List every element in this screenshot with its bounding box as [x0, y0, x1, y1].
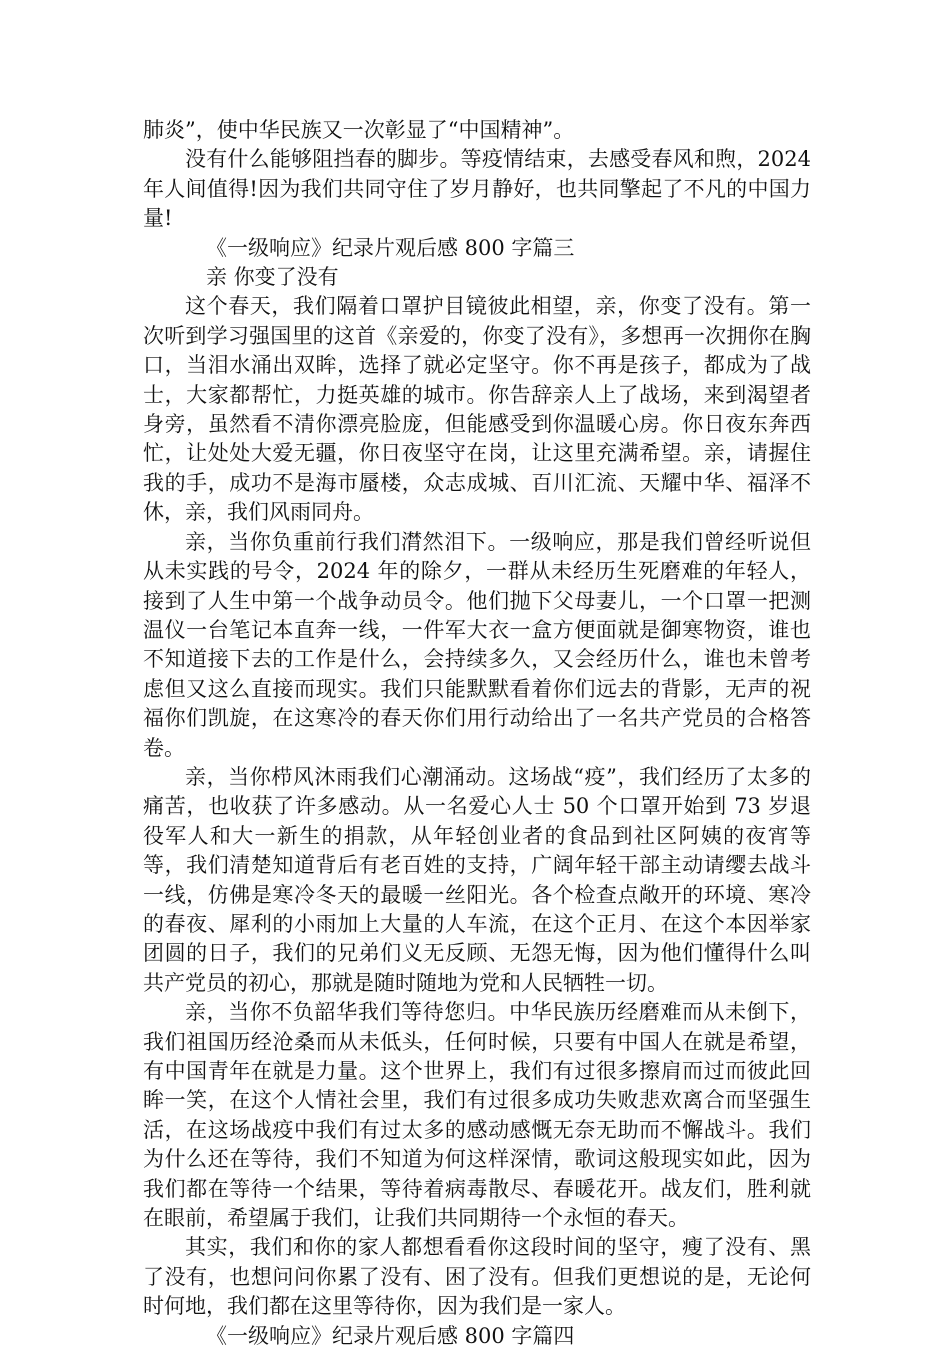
section-heading-part-four: 《一级响应》纪录片观后感 800 字篇四	[206, 1323, 575, 1348]
paragraph-this-spring: 这个春天，我们隔着口罩护目镜彼此相望，亲，你变了没有。第一次听到学习强国里的这首《亲爱的，你变了没有》，多想再一次拥你在胸口，当泪水涌出双眸，选择了就必定坚守。你不再是孩子，都成为了战士，大家都帮忙，力挺英雄的城市。你告辞亲人上了战场，来到渴望者身旁，虽然看不清你漂亮脸庞，但能感受到你温暖心房。你日夜东奔西忙，让处处大爱无疆，你日夜坚守在岗，让这里充满希望。亲，请握住我的手，成功不是海市蜃楼，众志成城、百川汇流、天耀中华、福泽不休，亲，我们风雨同舟。	[143, 294, 811, 525]
document-body	[143, 116, 811, 1351]
paragraph-spring-hope: 没有什么能够阻挡春的脚步。等疫情结束，去感受春风和煦，2024 年人间值得!因为我们共同守住了岁月静好，也共同擎起了不凡的中国力量!	[143, 147, 811, 231]
paragraph-heavy-burden: 亲，当你负重前行我们潸然泪下。一级响应，那是我们曾经听说但从未实践的号令，2024 年的除夕，一群从未经历生死磨难的年轻人，接到了人生中第一个战争动员令。他们抛下父母妻儿，一个口罩一把测温仪一台笔记本直奔一线，一件军大衣一盒方便面就是御寒物资，谁也不知道接下去的工作是什么，会持续多久，又会经历什么，谁也未曾考虑但又这么直接而现实。我们只能默默看着你们远去的背影，无声的祝福你们凯旋，在这寒冷的春天你们用行动给出了一名共产党员的合格答卷。	[143, 529, 811, 760]
section-heading-part-three: 《一级响应》纪录片观后感 800 字篇三	[206, 235, 575, 260]
paragraph-closing-line: 肺炎”，使中华民族又一次彰显了“中国精神”。	[143, 118, 575, 142]
paragraph-waiting-return: 亲，当你不负韶华我们等待您归。中华民族历经磨难而从未倒下，我们祖国历经沧桑而从未低头，任何时候，只要有中国人在就是希望，有中国青年在就是力量。这个世界上，我们有过很多擦肩而过而彼此回眸一笑，在这个人情社会里，我们有过很多成功失败悲欢离合而坚强生活，在这场战疫中我们有过太多的感动感慨无奈无助而不懈战斗。我们为什么还在等待，我们不知道为何这样深情，歌词这般现实如此，因为我们都在等待一个结果，等待着病毒散尽、春暖花开。战友们，胜利就在眼前，希望属于我们，让我们共同期待一个永恒的春天。	[143, 1000, 811, 1231]
paragraph-family: 其实，我们和你的家人都想看看你这段时间的坚守，瘦了没有、黑了没有，也想问问你累了没有、困了没有。但我们更想说的是，无论何时何地，我们都在这里等待你，因为我们是一家人。	[143, 1235, 811, 1319]
paragraph-wind-and-rain: 亲，当你栉风沐雨我们心潮涌动。这场战“疫”，我们经历了太多的痛苦，也收获了许多感动。从一名爱心人士 50 个口罩开始到 73 岁退役军人和大一新生的捐款，从年轻创业者的食品到社区阿姨的夜宵等等，我们清楚知道背后有老百姓的支持，广阔年轻干部主动请缨去战斗一线，仿佛是寒冷冬天的最暖一丝阳光。各个检查点敞开的环境、寒冷的春夜、犀利的小雨加上大量的人车流，在这个正月、在这个本因举家团圆的日子，我们的兄弟们义无反顾、无怨无悔，因为他们懂得什么叫共产党员的初心，那就是随时随地为党和人民牺牲一切。	[143, 764, 811, 995]
section-subtitle: 亲 你变了没有	[206, 265, 339, 290]
